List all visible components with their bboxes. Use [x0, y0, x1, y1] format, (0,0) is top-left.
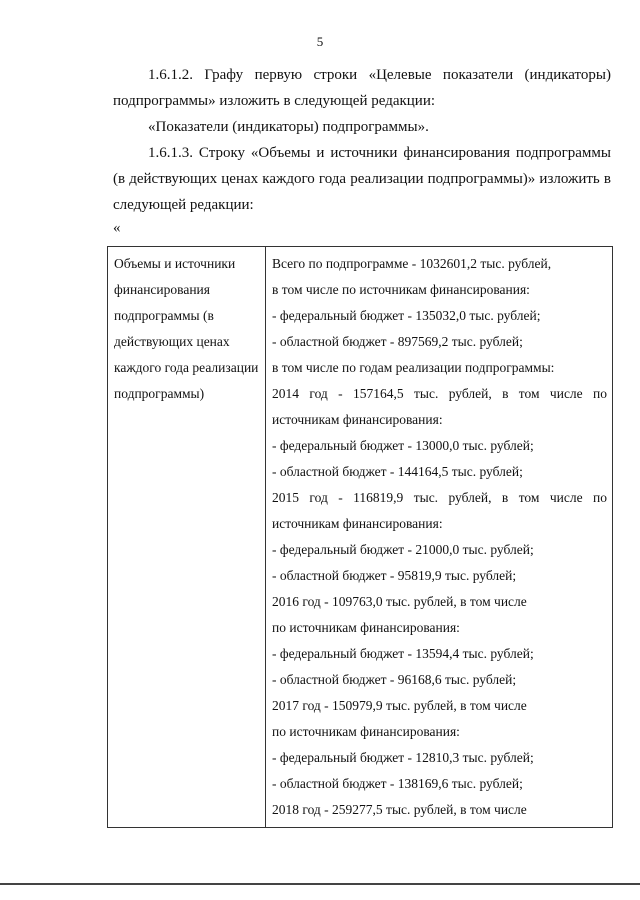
table-line: - областной бюджет - 138169,6 тыс. рублей; — [272, 776, 523, 791]
table-line: - федеральный бюджет - 13000,0 тыс. рублей; — [272, 438, 534, 453]
table-line: - федеральный бюджет - 12810,3 тыс. рублей; — [272, 750, 534, 765]
table-line: по источникам финансирования: — [272, 724, 460, 739]
page-number: 5 — [316, 34, 324, 49]
funding-table — [107, 246, 613, 828]
table-line: - областной бюджет - 144164,5 тыс. рублей; — [272, 464, 523, 479]
table-line: по источникам финансирования: — [272, 620, 460, 635]
table-line: - федеральный бюджет - 135032,0 тыс. рублей; — [272, 308, 541, 323]
table-line: 2014 год - 157164,5 тыс. рублей, в том числе по — [272, 386, 607, 401]
table-line: - федеральный бюджет - 21000,0 тыс. рублей; — [272, 542, 534, 557]
table-line: источникам финансирования: — [272, 516, 443, 531]
table-line: 2018 год - 259277,5 тыс. рублей, в том числе — [272, 802, 527, 817]
paragraph-1-6-1-2: 1.6.1.2. Графу первую строки «Целевые показатели (индикаторы) подпрограммы» изложить в следующей редакции: — [113, 67, 611, 109]
table-value-cell — [266, 247, 612, 827]
table-label-cell: Объемы и источники финансирования подпрограммы (в действующих ценах каждого года реализации подпрограммы) — [108, 247, 266, 827]
table-line: в том числе по годам реализации подпрограммы: — [272, 360, 555, 375]
table-line: в том числе по источникам финансирования: — [272, 282, 530, 297]
opening-quote-mark: « — [113, 220, 121, 236]
paragraph-1-6-1-3: 1.6.1.3. Строку «Объемы и источники финансирования подпрограммы (в действующих ценах каждого года реализации подпрограммы)» изложить в следующей редакции: — [113, 145, 611, 213]
paragraph-quote-indicators: «Показатели (индикаторы) подпрограммы». — [148, 119, 429, 135]
table-line: источникам финансирования: — [272, 412, 443, 427]
table-line: - областной бюджет - 96168,6 тыс. рублей; — [272, 672, 517, 687]
table-line: - областной бюджет - 95819,9 тыс. рублей; — [272, 568, 517, 583]
table-line: - областной бюджет - 897569,2 тыс. рублей; — [272, 334, 523, 349]
table-line: Всего по подпрограмме - 1032601,2 тыс. рублей, — [272, 256, 552, 271]
table-line: 2015 год - 116819,9 тыс. рублей, в том числе по — [272, 490, 607, 505]
table-line: 2017 год - 150979,9 тыс. рублей, в том числе — [272, 698, 527, 713]
table-line: - федеральный бюджет - 13594,4 тыс. рублей; — [272, 646, 534, 661]
table-line: 2016 год - 109763,0 тыс. рублей, в том числе — [272, 594, 527, 609]
scan-bottom-edge — [0, 883, 640, 885]
